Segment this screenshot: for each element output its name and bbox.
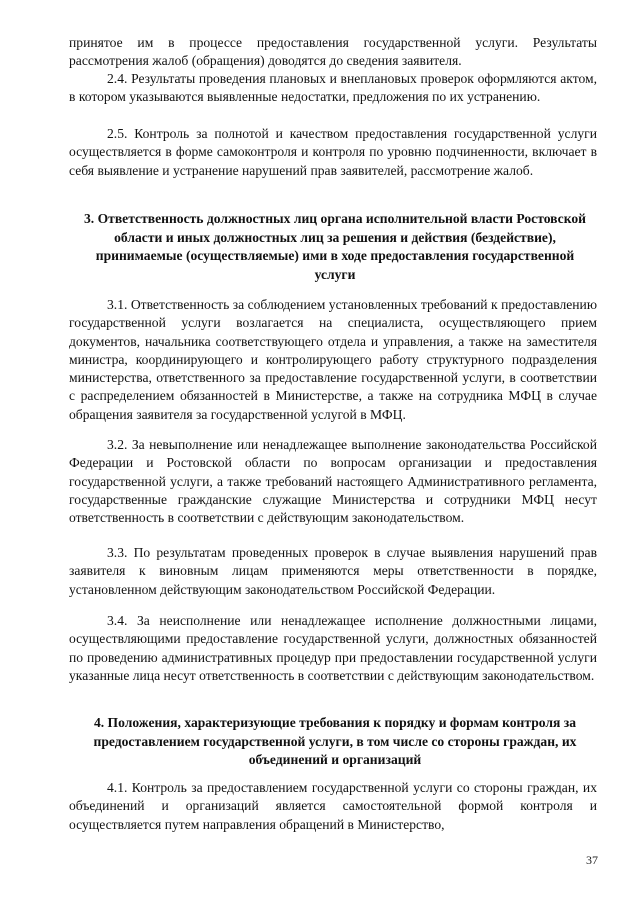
section-4-heading [80, 714, 590, 770]
paragraph-3-4 [69, 612, 597, 685]
page-number: 37 [586, 853, 598, 867]
paragraph-text: принятое им в процессе предоставления государственной услуги. Результаты рассмотрения жалоб (обращения) доводятся до сведения заявителя. [69, 35, 597, 69]
section-3-heading [80, 210, 590, 284]
paragraph-continuation [69, 34, 597, 71]
paragraph-3-2 [69, 436, 597, 527]
paragraph-text: 3.3. По результатам проведенных проверок в случае выявления нарушений прав заявителя к виновным лицам применяются меры ответственности в порядке, установленном действующим законодательством Российской Федерации. [69, 545, 597, 597]
paragraph-3-1 [69, 296, 597, 424]
section-heading: 3. Ответственность должностных лиц органа исполнительной власти Ростовской области и иных должностных лиц за решения и действия (бездействие), принимаемые (осуществляемые) ими в ходе предоставления государственной услуги [83, 211, 586, 282]
paragraph-text: 3.2. За невыполнение или ненадлежащее выполнение законодательства Российской Федерации и Ростовской области по вопросам организации и предоставления государственной услуги, а также требований настоящего Административного регламента, государственные гражданские служащие Министерства и сотрудники МФЦ несут ответственность в соответствии с действующим законодательством. [69, 437, 597, 526]
paragraph-text: 3.4. За неисполнение или ненадлежащее исполнение должностными лицами, осуществляющими предоставление государственной услуги, должностных обязанностей по проведению административных процедур при предоставлении государственной услуги указанные лица несут ответственность в соответствии с действующим законодательством. [69, 613, 597, 683]
paragraph-3-3 [69, 544, 597, 599]
section-heading: 4. Положения, характеризующие требования к порядку и формам контроля за предоставлением государственной услуги, в том числе со стороны граждан, их объединений и организаций [93, 715, 577, 768]
paragraph-text: 2.5. Контроль за полнотой и качеством предоставления государственной услуги осуществляется в форме самоконтроля и контроля по уровню подчиненности, включает в себя выявление и устранение нарушений прав заявителей, рассмотрение жалоб. [69, 126, 597, 178]
paragraph-2-5 [69, 125, 597, 180]
paragraph-4-1 [69, 779, 597, 834]
paragraph-text: 2.4. Результаты проведения плановых и внеплановых проверок оформляются актом, в котором указываются выявленные недостатки, предложения по их устранению. [69, 71, 597, 105]
paragraph-text: 3.1. Ответственность за соблюдением установленных требований к предоставлению государственной услуги возлагается на специалиста, осуществляющего прием документов, начальника соответствующего отдела и управления, а также на заместителя министра, координирующего и контролирующего работу структурного подразделения министерства, ответственного за предоставление государственной услуги, в соответствии с распределением обязанностей в Министерстве, а также на сотрудника МФЦ в случае обращения заявителя за государственной услугой в МФЦ. [69, 297, 597, 422]
paragraph-text: 4.1. Контроль за предоставлением государственной услуги со стороны граждан, их объединений и организаций является самостоятельной формой контроля и осуществляется путем направления обращений в Министерство, [69, 780, 597, 832]
paragraph-2-4 [69, 70, 597, 107]
